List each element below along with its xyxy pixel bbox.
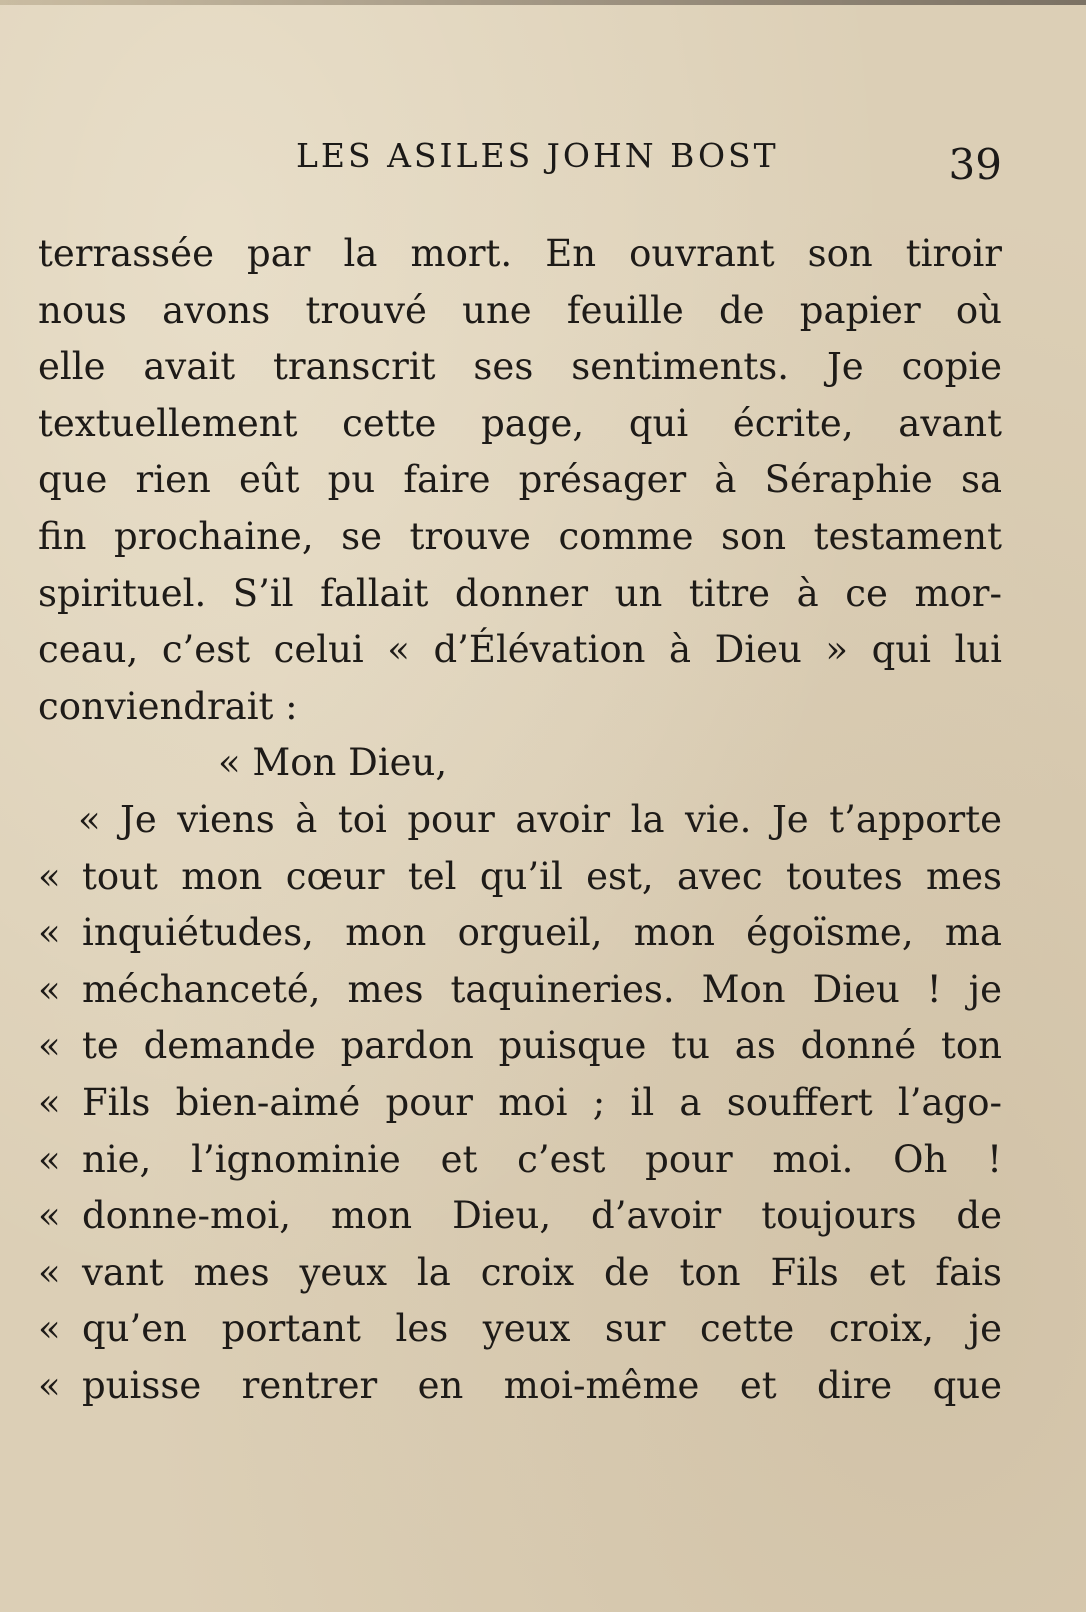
text-line: elle avait transcrit ses sentiments. Je copie [38,345,1002,389]
quote-text: inquiétudes, mon orgueil, mon égoïsme, ma [82,911,1002,955]
quote-mark: « [38,967,61,1011]
body-text [38,226,1002,1414]
quote-line [38,1358,1002,1415]
quote-text: vant mes yeux la croix de ton Fils et fais [82,1250,1002,1294]
quote-line [38,1301,1002,1358]
quote-line [38,1132,1002,1189]
quote-text: méchanceté, mes taquineries. Mon Dieu ! je [82,967,1002,1011]
text-line: nous avons trouvé une feuille de papier où [38,288,1002,332]
quote-mark: « [38,1307,61,1351]
text-line: ceau, c’est celui « d’Élévation à Dieu » qui lui [38,628,1002,672]
quote-line [38,1245,1002,1302]
quote-mark: « [38,854,61,898]
text-line: que rien eût pu faire présager à Séraphie sa [38,458,1002,502]
quote-line [38,792,1002,849]
quote-mark: « [78,797,101,841]
quote-mark: « [38,1137,61,1181]
running-title: LES ASILES JOHN BOST [296,136,779,175]
text-line: conviendrait : [38,684,298,728]
quote-text: te demande pardon puisque tu as donné ton [82,1024,1002,1068]
quote-line [38,1188,1002,1245]
quote-text: donne-moi, mon Dieu, d’avoir toujours de [82,1194,1002,1238]
text-line: spirituel. S’il fallait donner un titre à ce mor- [38,571,1002,615]
page-number: 39 [948,140,1002,189]
quote-text: Je viens à toi pour avoir la vie. Je t’apporte [120,797,1002,841]
page-top-edge [0,0,1086,5]
text-line: terrassée par la mort. En ouvrant son tiroir [38,232,1002,275]
quote-text: nie, l’ignominie et c’est pour moi. Oh ! [82,1137,1002,1181]
quote-mark: « [38,1080,61,1124]
quote-mark: « [38,1363,61,1407]
quote-text: tout mon cœur tel qu’il est, avec toutes mes [82,854,1002,898]
quote-line [38,905,1002,962]
quote-salutation: « Mon Dieu, [218,741,448,785]
quote-mark: « [38,1024,61,1068]
quote-text: Fils bien-aimé pour moi ; il a souffert l’ago- [82,1080,1002,1124]
quote-mark: « [38,911,61,955]
quote-line [38,962,1002,1019]
quote-text: qu’en portant les yeux sur cette croix, je [82,1307,1002,1351]
quote-text: puisse rentrer en moi-même et dire que [82,1363,1002,1407]
quote-mark: « [38,1194,61,1238]
quote-line [38,1018,1002,1075]
quote-mark: « [38,1250,61,1294]
quote-line [38,1075,1002,1132]
text-line: textuellement cette page, qui écrite, avant [38,401,1002,445]
text-line: fin prochaine, se trouve comme son testament [38,514,1002,558]
quote-line [38,849,1002,906]
